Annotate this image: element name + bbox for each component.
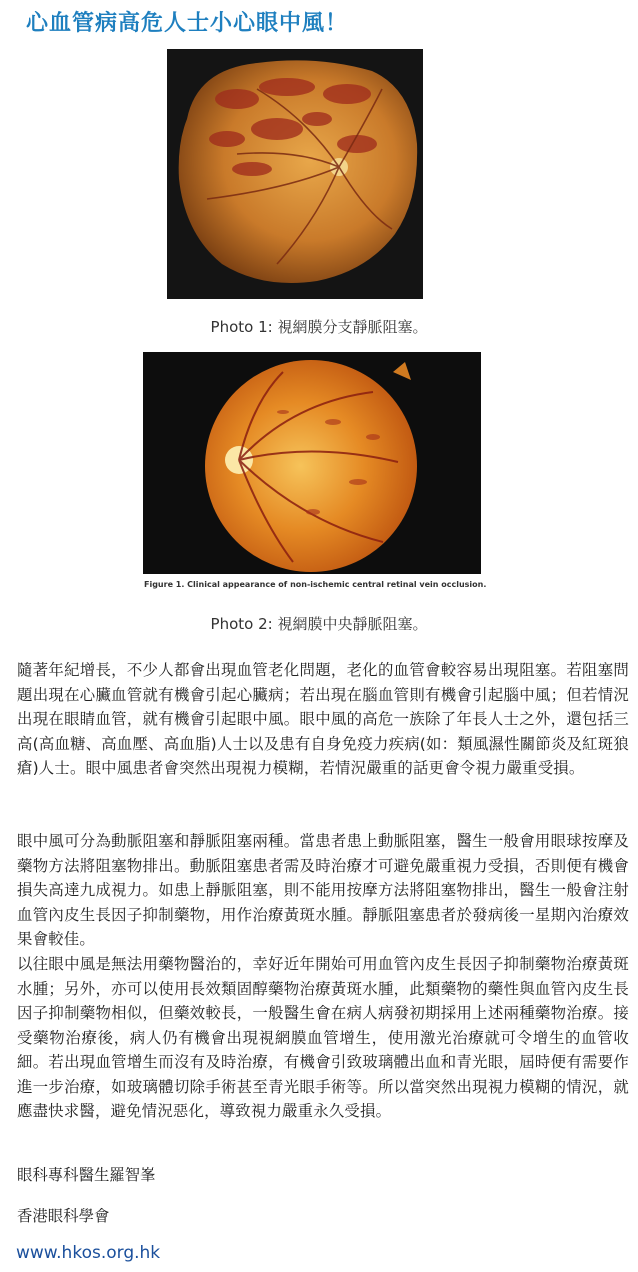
author-name: 眼科專科醫生羅智峯 — [17, 1166, 156, 1184]
retina-branch-vein-occlusion-photo — [167, 49, 423, 299]
paragraph-2: 眼中風可分為動脈阻塞和靜脈阻塞兩種。當患者患上動脈阻塞，醫生一般會用眼球按摩及藥物方法將阻塞物排出。動脈阻塞患者需及時治療才可避免嚴重視力受損，否則便有機會損失高達九成視力。如患上靜脈阻塞，則不能用按摩方法將阻塞物排出，醫生一般會注射血管內皮生長因子抑制藥物，用作治療黃斑水腫。靜脈阻塞患者於發病後一星期內治療效果會較佳。 — [17, 832, 629, 948]
figure-note: Figure 1. Clinical appearance of non-ischemic central retinal vein occlusion. — [144, 580, 487, 589]
paragraph-3: 以往眼中風是無法用藥物醫治的，幸好近年開始可用血管內皮生長因子抑制藥物治療黃斑水腫；另外，亦可以使用長效類固醇藥物治療黃斑水腫，此類藥物的藥性與血管內皮生長因子抑制藥物相似，但藥效較長，一般醫生會在病人病發初期採用上述兩種藥物治療。接受藥物治療後，病人仍有機會出現視網膜血管增生，使用激光治療就可令增生的血管收細。若出現血管增生而沒有及時治療，有機會引致玻璃體出血和青光眼，屆時便有需要作進一步治療，如玻璃體切除手術甚至青光眼手術等。所以當突然出現視力模糊的情況，就應盡快求醫，避免情況惡化，導致視力嚴重永久受損。 — [17, 955, 629, 1120]
photo1-caption: Photo 1: 視網膜分支靜脈阻塞。 — [210, 318, 428, 336]
organization-name: 香港眼科學會 — [17, 1207, 110, 1225]
article-title: 心血管病高危人士小心眼中風！ — [26, 11, 349, 36]
website-link[interactable]: www.hkos.org.hk — [16, 1243, 161, 1263]
retina-central-vein-occlusion-photo — [143, 352, 481, 598]
photo2-caption: Photo 2: 視網膜中央靜脈阻塞。 — [210, 615, 428, 633]
paragraph-1: 隨著年紀增長，不少人都會出現血管老化問題，老化的血管會較容易出現阻塞。若阻塞問題出現在心臟血管就有機會引起心臟病；若出現在腦血管則有機會引起腦中風；但若情況出現在眼睛血管，就有機會引起眼中風。眼中風的高危一族除了年長人士之外，還包括三高(高血糖、高血壓、高血脂)人士以及患有自身免疫力疾病(如：類風濕性關節炎及紅斑狼瘡)人士。眼中風患者會突然出現視力模糊，若情況嚴重的話更會令視力嚴重受損。 — [17, 661, 629, 777]
